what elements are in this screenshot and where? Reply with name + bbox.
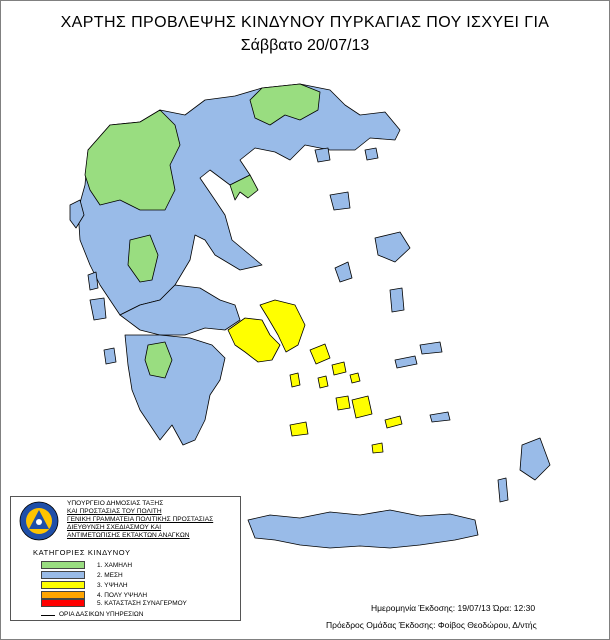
island-chios bbox=[390, 288, 404, 312]
island-mykonos bbox=[350, 373, 360, 383]
legend-swatch bbox=[41, 561, 85, 569]
island-ikaria bbox=[395, 356, 417, 368]
island-andros bbox=[310, 344, 330, 364]
island-rhodes bbox=[520, 438, 550, 480]
island-syros bbox=[318, 376, 328, 388]
legend-label: 3. ΥΨΗΛΗ bbox=[97, 582, 128, 589]
island-lefkada bbox=[88, 272, 98, 290]
legend-panel bbox=[10, 496, 241, 621]
island-karpathos bbox=[498, 478, 508, 502]
ministry-line: ΥΠΟΥΡΓΕΙΟ ΔΗΜΟΣΙΑΣ ΤΑΞΗΣ bbox=[67, 500, 164, 507]
ministry-info bbox=[67, 500, 237, 540]
island-samos bbox=[420, 342, 442, 354]
island-kea bbox=[290, 373, 300, 387]
forest-boundary-label: ΟΡΙΑ ΔΑΣΙΚΩΝ ΥΠΗΡΕΣΙΩΝ bbox=[59, 611, 144, 618]
ministry-line: ΓΕΝΙΚΗ ΓΡΑΜΜΑΤΕΙΑ ΠΟΛΙΤΙΚΗΣ ΠΡΟΣΤΑΣΙΑΣ bbox=[67, 516, 214, 523]
island-paros bbox=[336, 396, 350, 410]
civil-protection-emblem-icon bbox=[19, 501, 59, 541]
legend-label: 2. ΜΕΣΗ bbox=[97, 572, 123, 579]
forest-boundary-line bbox=[41, 615, 55, 616]
risk-categories-heading: ΚΑΤΗΓΟΡΙΕΣ ΚΙΝΔΥΝΟΥ bbox=[33, 548, 131, 557]
issue-team: Πρόεδρος Ομάδας Έκδοσης: Φοίβος Θεοδώρου, Δ/ντής bbox=[326, 620, 537, 630]
island-crete bbox=[248, 510, 478, 548]
island-santorini bbox=[372, 443, 383, 453]
island-skyros bbox=[335, 262, 352, 282]
legend-swatch bbox=[41, 571, 85, 579]
legend-item-alarm bbox=[41, 599, 231, 609]
region-peloponnese-medium bbox=[125, 335, 225, 445]
island-lemnos bbox=[330, 192, 350, 210]
legend-swatch bbox=[41, 591, 85, 599]
legend-item-low bbox=[41, 561, 231, 571]
island-kos bbox=[430, 412, 450, 422]
map-date: Σάββατο 20/07/13 bbox=[240, 37, 370, 54]
legend-label: 5. ΚΑΤΑΣΤΑΣΗ ΣΥΝΑΓΕΡΜΟΥ bbox=[97, 600, 187, 607]
island-amorgos bbox=[385, 416, 402, 428]
legend-label: 4. ΠΟΛΥ ΥΨΗΛΗ bbox=[97, 592, 148, 599]
civil-protection-logo bbox=[19, 501, 59, 541]
island-samothraki bbox=[365, 148, 378, 160]
legend-label: 1. ΧΑΜΗΛΗ bbox=[97, 562, 133, 569]
island-kefalonia bbox=[90, 298, 106, 320]
island-lesvos bbox=[375, 232, 410, 262]
ministry-line: ΔΙΕΥΘΥΝΣΗ ΣΧΕΔΙΑΣΜΟΥ ΚΑΙ bbox=[67, 524, 162, 531]
island-zakynthos bbox=[104, 348, 116, 364]
issue-date: Ημερομηνία Έκδοσης: 19/07/13 Ώρα: 12:30 bbox=[371, 603, 536, 613]
legend-swatch bbox=[41, 581, 85, 589]
island-tinos bbox=[332, 362, 346, 375]
legend-item-high bbox=[41, 581, 231, 591]
map-title: ΧΑΡΤΗΣ ΠΡΟΒΛΕΨΗΣ ΚΙΝΔΥΝΟΥ ΠΥΡΚΑΓΙΑΣ ΠΟΥ ΙΣΧΥΕΙ ΓΙΑ bbox=[60, 14, 550, 31]
ministry-line: ΑΝΤΙΜΕΤΩΠΙΣΗΣ ΕΚΤΑΚΤΩΝ ΑΝΑΓΚΩΝ bbox=[67, 532, 190, 539]
legend-item-medium bbox=[41, 571, 231, 581]
island-naxos bbox=[352, 396, 372, 418]
island-thasos bbox=[315, 148, 330, 162]
island-milos bbox=[290, 422, 308, 436]
ministry-line: ΚΑΙ ΠΡΟΣΤΑΣΙΑΣ ΤΟΥ ΠΟΛΙΤΗ bbox=[67, 508, 162, 515]
region-northwest-low bbox=[85, 110, 180, 210]
legend-swatch bbox=[41, 599, 85, 607]
